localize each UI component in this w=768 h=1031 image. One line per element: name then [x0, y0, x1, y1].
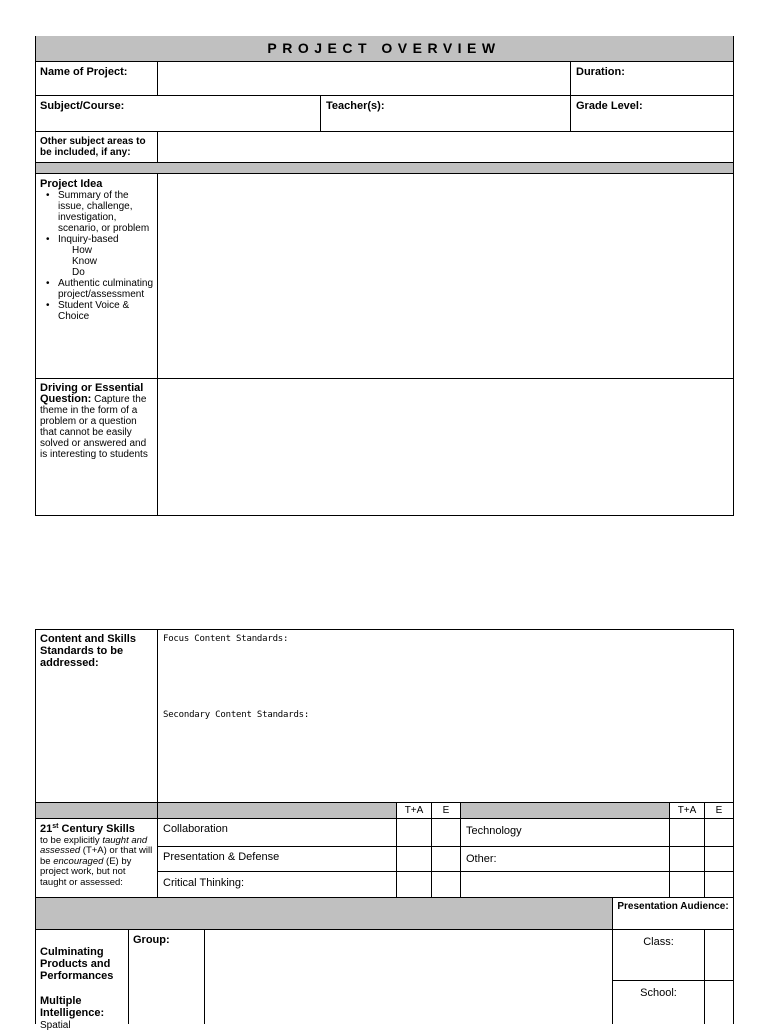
century-skills-label: 21st Century Skills to be explicitly taught and assessed (T+A) or that will be encouraged (E) by project work, but not taught or assessed: [40, 823, 153, 888]
ta-checkbox-presentation[interactable] [397, 847, 431, 871]
list-item: • Inquiry-based [58, 234, 154, 245]
list-item: Know [72, 256, 98, 267]
skill-collaboration: Collaboration [163, 823, 228, 835]
teachers-label: Teacher(s): [326, 100, 385, 112]
col-header-ta: T+A [404, 805, 424, 816]
skill-critical-thinking: Critical Thinking: [163, 877, 245, 889]
e-checkbox-collaboration[interactable] [432, 819, 460, 846]
list-item: • Authentic culminating project/assessment [58, 278, 154, 300]
project-idea-list [40, 190, 154, 322]
list-item: How [72, 245, 93, 256]
col-header-ta-right: T+A [677, 805, 697, 816]
secondary-standards-label: Secondary Content Standards: [163, 710, 310, 720]
school-label: School: [640, 987, 677, 999]
list-item: Do [72, 267, 85, 278]
skill-presentation-defense: Presentation & Defense [163, 851, 280, 863]
page-title: PROJECT OVERVIEW [267, 40, 501, 56]
class-label: Class: [643, 936, 674, 948]
driving-question-body: Capture the theme in the form of a problem or a question that cannot be easily solved or answered and is interesting to students [40, 394, 148, 460]
ta-checkbox-technology[interactable] [670, 819, 704, 846]
e-checkbox-other[interactable] [705, 847, 733, 871]
group-products-field[interactable] [205, 930, 612, 1024]
list-item: • Summary of the issue, challenge, investigation, scenario, or problem [58, 190, 154, 234]
ta-checkbox-collaboration[interactable] [397, 819, 431, 846]
driving-question-heading: Driving or Essential Question: [40, 382, 144, 405]
project-name-field[interactable] [158, 62, 570, 95]
mi-spatial: Spatial [40, 1020, 71, 1031]
school-checkbox[interactable] [705, 981, 733, 1024]
driving-question-label [40, 383, 154, 460]
list-item: • Student Voice & Choice [58, 300, 154, 322]
project-idea-heading: Project Idea [40, 178, 103, 190]
group-label: Group: [133, 934, 170, 946]
e-checkbox-critical-thinking[interactable] [432, 872, 460, 897]
project-idea-label [40, 178, 154, 322]
col-header-e-right: E [715, 805, 723, 816]
driving-question-field[interactable] [158, 379, 733, 515]
focus-standards-label: Focus Content Standards: [163, 634, 289, 644]
other-subjects-label: Other subject areas to be included, if any: [40, 136, 146, 158]
project-idea-field[interactable] [158, 174, 733, 378]
duration-label: Duration: [576, 66, 625, 78]
ta-checkbox-other[interactable] [670, 847, 704, 871]
presentation-audience-label: Presentation Audience: [617, 901, 729, 912]
standards-label: Content and Skills Standards to be addressed: [40, 633, 136, 669]
e-checkbox-presentation[interactable] [432, 847, 460, 871]
project-name-label: Name of Project: [40, 66, 128, 78]
ta-checkbox-critical-thinking[interactable] [397, 872, 431, 897]
skill-other: Other: [466, 853, 497, 865]
subject-course-label: Subject/Course: [40, 100, 125, 112]
skill-technology: Technology [466, 825, 522, 837]
col-header-e: E [442, 805, 450, 816]
culminating-products-label: Culminating Products and Performances [40, 946, 114, 982]
other-subjects-field[interactable] [158, 132, 733, 162]
class-checkbox[interactable] [705, 930, 733, 980]
standards-field[interactable] [158, 630, 733, 802]
multiple-intelligence-label: Multiple Intelligence: [40, 995, 105, 1019]
e-checkbox-technology[interactable] [705, 819, 733, 846]
grade-level-label: Grade Level: [576, 100, 643, 112]
